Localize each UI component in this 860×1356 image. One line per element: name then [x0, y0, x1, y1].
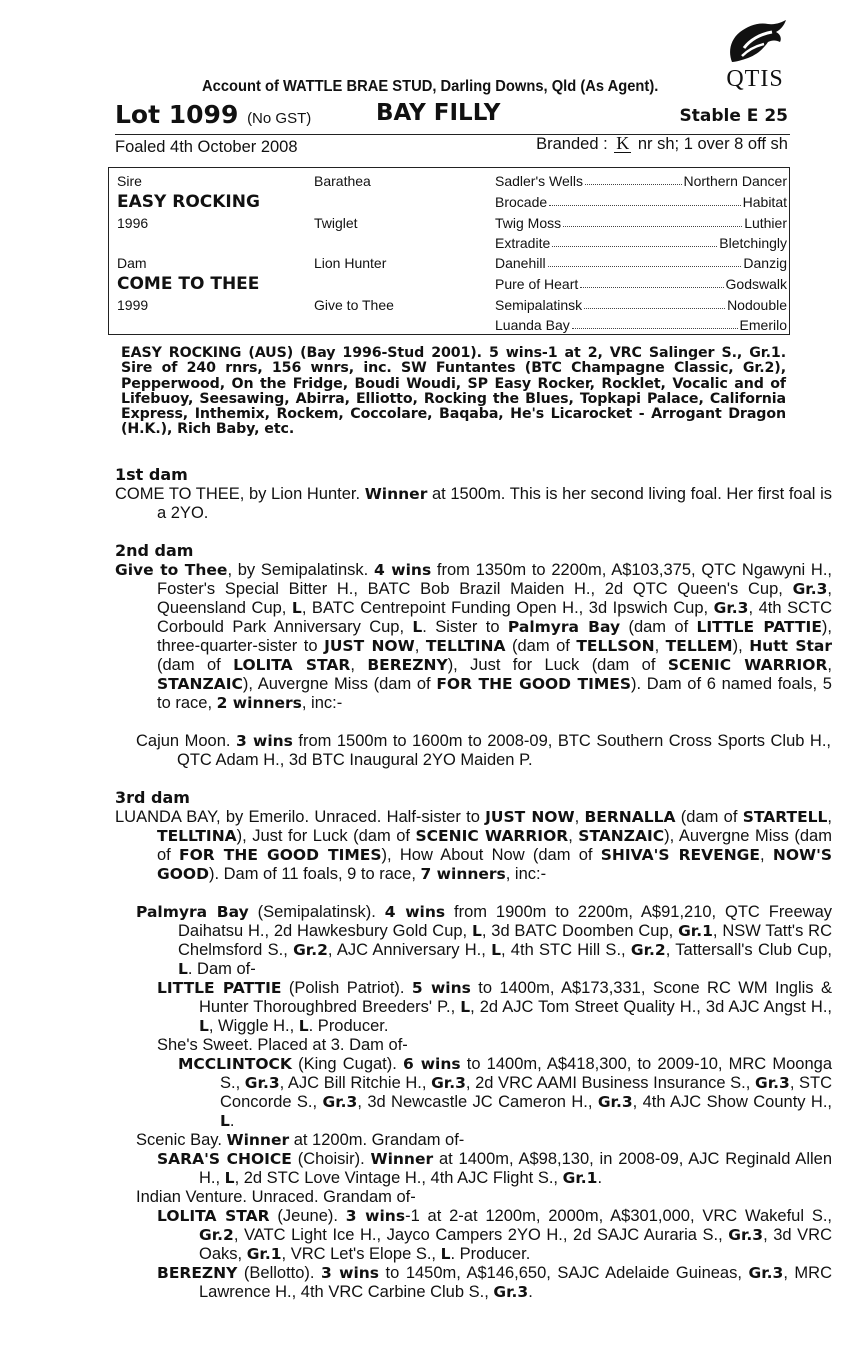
bold-run: 3 wins: [235, 732, 293, 750]
scenic-bay-entry: [136, 1131, 790, 1150]
bold-run: L: [298, 1017, 309, 1035]
bold-run: BERNALLA: [584, 808, 676, 826]
text-run: , 4th SCTC Corbould Park Anniversary Cup,: [157, 599, 832, 636]
gen3-row: Twig Moss Luthier: [495, 215, 787, 231]
text-run: Cajun Moon.: [136, 732, 236, 750]
bold-run: Gr.2: [630, 941, 666, 959]
text-run: , 4th STC Hill S.,: [500, 941, 631, 959]
text-run: ,: [350, 656, 368, 674]
text-run: to 1400m, A$418,300, to 2009-10, MRC Moonga S.,: [220, 1055, 832, 1092]
bold-run: 7 winners: [420, 865, 506, 883]
bold-run: L: [412, 618, 423, 636]
gen3-row: Extradite Bletchingly: [495, 235, 787, 251]
gen3-row: Pure of Heart Godswalk: [495, 276, 787, 292]
bold-run: Gr.3: [754, 1074, 790, 1092]
bold-run: LITTLE PATTIE: [696, 618, 822, 636]
text-run: -1 at 2-at 1200m, 2000m, A$301,000, VRC Wakeful S.,: [405, 1207, 833, 1225]
text-run: to 1450m, A$146,650, SAJC Adelaide Guineas,: [379, 1264, 749, 1282]
bold-run: NOW'S GOOD: [157, 846, 832, 883]
bold-run: STARTELL: [742, 808, 828, 826]
bold-run: L: [220, 1112, 230, 1130]
bold-run: Gr.3: [713, 599, 749, 617]
text-run: ,: [827, 808, 833, 826]
text-run: , Tattersall's Club Cup,: [665, 941, 832, 959]
text-run: ),: [732, 637, 750, 655]
brand-mark: K: [616, 133, 630, 153]
text-run: . Producer.: [308, 1017, 389, 1035]
bold-run: 6 wins: [402, 1055, 461, 1073]
text-run: .: [597, 1169, 603, 1187]
bold-run: TELLTINA: [157, 827, 237, 845]
bold-run: LITTLE PATTIE: [157, 979, 282, 997]
sire-sire: Barathea: [314, 173, 371, 189]
bold-run: Gr.3: [493, 1283, 529, 1301]
second-dam-heading: 2nd dam: [115, 541, 194, 560]
branded-suffix: nr sh; 1 over 8 off sh: [637, 135, 788, 153]
gen3-row: Semipalatinsk Nodouble: [495, 297, 787, 313]
dam-year: 1999: [117, 297, 149, 313]
text-run: LUANDA BAY, by Emerilo. Unraced. Half-sister to: [115, 808, 486, 826]
text-run: , AJC Bill Ritchie H.,: [279, 1074, 432, 1092]
text-run: , inc:-: [505, 865, 547, 883]
gen3-row: Danehill Danzig: [495, 255, 787, 271]
text-run: (Jeune).: [269, 1207, 346, 1225]
bold-run: Winner: [226, 1131, 290, 1149]
bold-run: L: [178, 960, 188, 978]
bold-run: L: [491, 941, 501, 959]
text-run: , AJC Anniversary H.,: [327, 941, 492, 959]
text-run: . Producer.: [450, 1245, 531, 1263]
bold-run: Gr.1: [562, 1169, 598, 1187]
saras-choice-entry: [157, 1150, 832, 1188]
branded-line: [536, 134, 788, 154]
bold-run: SCENIC WARRIOR: [415, 827, 569, 845]
text-run: at 1200m. Grandam of-: [289, 1131, 465, 1149]
text-run: , by Semipalatinsk.: [227, 561, 374, 579]
text-run: , 3d Newcastle JC Cameron H.,: [357, 1093, 598, 1111]
bold-run: STANZAIC: [578, 827, 665, 845]
little-pattie-entry: [157, 979, 832, 1036]
text-run: , Queensland Cup,: [157, 580, 832, 617]
text-run: ,: [568, 827, 579, 845]
text-run: ), three-quarter-sister to: [157, 618, 832, 655]
branded-prefix: Branded :: [536, 135, 608, 153]
bold-run: Gr.3: [748, 1264, 784, 1282]
stable-location: Stable E 25: [679, 106, 788, 126]
lot-number: [115, 100, 311, 129]
text-run: ,: [574, 808, 585, 826]
bold-run: MCCLINTOCK: [178, 1055, 292, 1073]
text-run: . Dam of-: [187, 960, 256, 978]
gen3-row: Luanda Bay Emerilo: [495, 317, 787, 333]
first-dam-text: COME TO THEE, by Lion Hunter. Winner at 1500m. This is her second living foal. Her first foal is a 2YO.: [115, 485, 832, 522]
gen3-row: Sadler's Wells Northern Dancer: [495, 173, 787, 189]
account-line: Account of WATTLE BRAE STUD, Darling Downs, Qld (As Agent).: [202, 78, 659, 95]
shes-sweet-entry: [157, 1036, 790, 1055]
lot-label: Lot 1099: [115, 100, 239, 129]
lolita-star-entry: [157, 1207, 832, 1264]
bold-run: L: [440, 1245, 451, 1263]
sire-label: Sire: [117, 173, 142, 189]
text-run: , NSW Tatt's RC Chelmsford S.,: [178, 922, 832, 959]
bold-run: Gr.2: [293, 941, 328, 959]
bold-run: TELLTINA: [425, 637, 506, 655]
bold-run: JUST NOW: [485, 808, 575, 826]
text-run: Indian Venture. Unraced. Grandam of-: [136, 1188, 416, 1206]
text-run: ), How About Now (dam of: [381, 846, 601, 864]
text-run: , 3d BATC Doomben Cup,: [481, 922, 679, 940]
bold-run: Give to Thee: [115, 561, 228, 579]
bold-run: JUST NOW: [324, 637, 415, 655]
bold-run: STANZAIC: [157, 675, 243, 693]
mcclintock-entry: [178, 1055, 832, 1131]
dam-dam: Give to Thee: [314, 297, 394, 313]
bold-run: LOLITA STAR: [157, 1207, 270, 1225]
bold-run: SARA'S CHOICE: [157, 1150, 292, 1168]
text-run: (King Cugat).: [291, 1055, 403, 1073]
text-run: ), Auvergne Miss (dam of: [242, 675, 437, 693]
text-run: ,: [827, 656, 833, 674]
text-run: , 4th AJC Show County H.,: [632, 1093, 832, 1111]
second-dam-text: [115, 561, 832, 713]
text-run: ,: [759, 846, 773, 864]
bold-run: Hutt Star: [749, 637, 833, 655]
bold-run: L: [199, 1017, 209, 1035]
bold-run: SHIVA'S REVENGE: [600, 846, 760, 864]
bold-run: Palmyra Bay: [507, 618, 621, 636]
bold-run: Palmyra Bay: [136, 903, 249, 921]
foaled-date: Foaled 4th October 2008: [115, 138, 298, 156]
text-run: . Sister to: [422, 618, 508, 636]
gst-note: (No GST): [247, 110, 312, 127]
bold-run: 4 wins: [373, 561, 432, 579]
dam-label: Dam: [117, 255, 147, 271]
bold-run: L: [460, 998, 471, 1016]
text-run: from 1900m to 2200m, A$91,210, QTC Freeway Daihatsu H., 2d Hawkesbury Gold Cup,: [178, 903, 833, 940]
bold-run: Gr.2: [199, 1226, 234, 1244]
text-run: , 2d AJC Tom Street Quality H., 3d AJC Angst H.,: [470, 998, 832, 1016]
bold-run: 4 wins: [384, 903, 446, 921]
qtis-logo: [718, 18, 790, 94]
bold-run: 3 wins: [321, 1264, 380, 1282]
text-run: ,: [654, 637, 666, 655]
bold-run: L: [471, 922, 482, 940]
sire-name: EASY ROCKING: [117, 192, 260, 212]
text-run: (dam of: [505, 637, 577, 655]
text-run: , Wiggle H.,: [208, 1017, 299, 1035]
text-run: to 1400m, A$173,331, Scone RC WM Inglis & Hunter Thoroughbred Breeders' P.,: [199, 979, 832, 1016]
text-run: from 1500m to 1600m to 2008-09, BTC Southern Cross Sports Club H., QTC Adam H., 3d BTC Inaugural 2YO Maiden P.: [177, 732, 832, 769]
pedigree-table: [108, 167, 790, 335]
sire-year: 1996: [117, 215, 149, 231]
dam-sire: Lion Hunter: [314, 255, 387, 271]
bold-run: Winner: [370, 1150, 434, 1168]
text-run: ). Dam of 11 foals, 9 to race,: [208, 865, 421, 883]
text-run: , 2d STC Love Vintage H., 4th AJC Flight S.,: [234, 1169, 563, 1187]
text-run: (Polish Patriot).: [281, 979, 412, 997]
text-run: (Bellotto).: [237, 1264, 322, 1282]
colour-sex: BAY FILLY: [376, 100, 501, 126]
bold-run: BEREZNY: [157, 1264, 238, 1282]
horse-head-icon: [718, 18, 790, 68]
sire-dam: Twiglet: [314, 215, 358, 231]
bold-run: L: [224, 1169, 235, 1187]
text-run: (dam of: [157, 656, 234, 674]
bold-run: 3 wins: [345, 1207, 406, 1225]
text-run: , BATC Centrepoint Funding Open H., 3d Ipswich Cup,: [301, 599, 714, 617]
bold-run: Gr.1: [246, 1245, 282, 1263]
text-run: .: [229, 1112, 235, 1130]
text-run: , VRC Let's Elope S.,: [281, 1245, 441, 1263]
text-run: ). Dam of 6 named foals, 5 to race,: [157, 675, 832, 712]
text-run: at 1400m, A$98,130, in 2008-09, AJC Reginald Allen H.,: [199, 1150, 832, 1187]
text-run: (Semipalatinsk).: [248, 903, 385, 921]
bold-run: Gr.3: [597, 1093, 633, 1111]
indian-venture-entry: [136, 1188, 790, 1207]
third-dam-text: [115, 808, 832, 884]
text-run: She's Sweet. Placed at 3. Dam of-: [157, 1036, 408, 1054]
berezny-entry: [157, 1264, 832, 1302]
bold-run: 5 wins: [411, 979, 471, 997]
logo-text: QTIS: [726, 66, 784, 92]
text-run: , MRC Lawrence H., 4th VRC Carbine Club S.,: [199, 1264, 832, 1301]
bold-run: Gr.3: [728, 1226, 764, 1244]
bold-run: TELLSON: [576, 637, 655, 655]
text-run: , 3d VRC Oaks,: [199, 1226, 832, 1263]
text-run: ,: [414, 637, 426, 655]
bold-run: SCENIC WARRIOR: [667, 656, 828, 674]
text-run: (dam of: [675, 808, 743, 826]
bold-run: Gr.3: [431, 1074, 466, 1092]
third-dam-heading: 3rd dam: [115, 788, 190, 807]
bold-run: Gr.3: [792, 580, 828, 598]
text-run: .: [528, 1283, 533, 1301]
bold-run: BEREZNY: [367, 656, 448, 674]
bold-run: FOR THE GOOD TIMES: [179, 846, 382, 864]
text-run: ), Auvergne Miss (dam of: [157, 827, 832, 864]
text-run: (dam of: [620, 618, 697, 636]
sire-summary: EASY ROCKING (AUS) (Bay 1996-Stud 2001). 5 wins-1 at 2, VRC Salinger S., Gr.1. Sire of 240 rnrs, 156 wnrs, inc. SW Funtantes (BTC Champagne Classic, Gr.2), Pepperwood, On the Fridge, Boudi Woudi, SP Easy Rocker, Rocklet, Vocalic and of Lifebuoy, Seesawing, Abirra, Elliotto, Rocking the Blues, Topkapi Palace, California Express, Inthemix, Rockem, Coccolare, Baqaba, He's Licarocket - Arrogant Dragon (H.K.), Rich Baby, etc.: [121, 345, 786, 438]
bold-run: 2 winners: [216, 694, 302, 712]
text-run: Scenic Bay.: [136, 1131, 227, 1149]
text-run: , 2d VRC AAMI Business Insurance S.,: [465, 1074, 755, 1092]
bold-run: Gr.1: [678, 922, 713, 940]
palmyra-bay-entry: [136, 903, 832, 979]
bold-run: Gr.3: [244, 1074, 280, 1092]
bold-run: LOLITA STAR: [233, 656, 351, 674]
bold-run: FOR THE GOOD TIMES: [436, 675, 632, 693]
bold-run: L: [291, 599, 302, 617]
first-dam-heading: 1st dam: [115, 465, 188, 484]
dam-name: COME TO THEE: [117, 274, 260, 294]
bold-run: Gr.3: [322, 1093, 358, 1111]
text-run: from 1350m to 2200m, A$103,375, QTC Ngawyni H., Foster's Special Bitter H., BATC Bob Brazil Maiden H., 2d QTC Queen's Cup,: [157, 561, 833, 598]
text-run: , inc:-: [301, 694, 343, 712]
text-run: (Choisir).: [291, 1150, 371, 1168]
second-dam-progeny: [136, 732, 831, 770]
gen3-row: Brocade Habitat: [495, 194, 787, 210]
text-run: ), Just for Luck (dam of: [236, 827, 416, 845]
bold-run: TELLEM: [665, 637, 733, 655]
text-run: ), Just for Luck (dam of: [447, 656, 668, 674]
text-run: , STC Concorde S.,: [220, 1074, 833, 1111]
text-run: , VATC Light Ice H., Jayco Campers 2YO H., 2d SAJC Auraria S.,: [233, 1226, 729, 1244]
